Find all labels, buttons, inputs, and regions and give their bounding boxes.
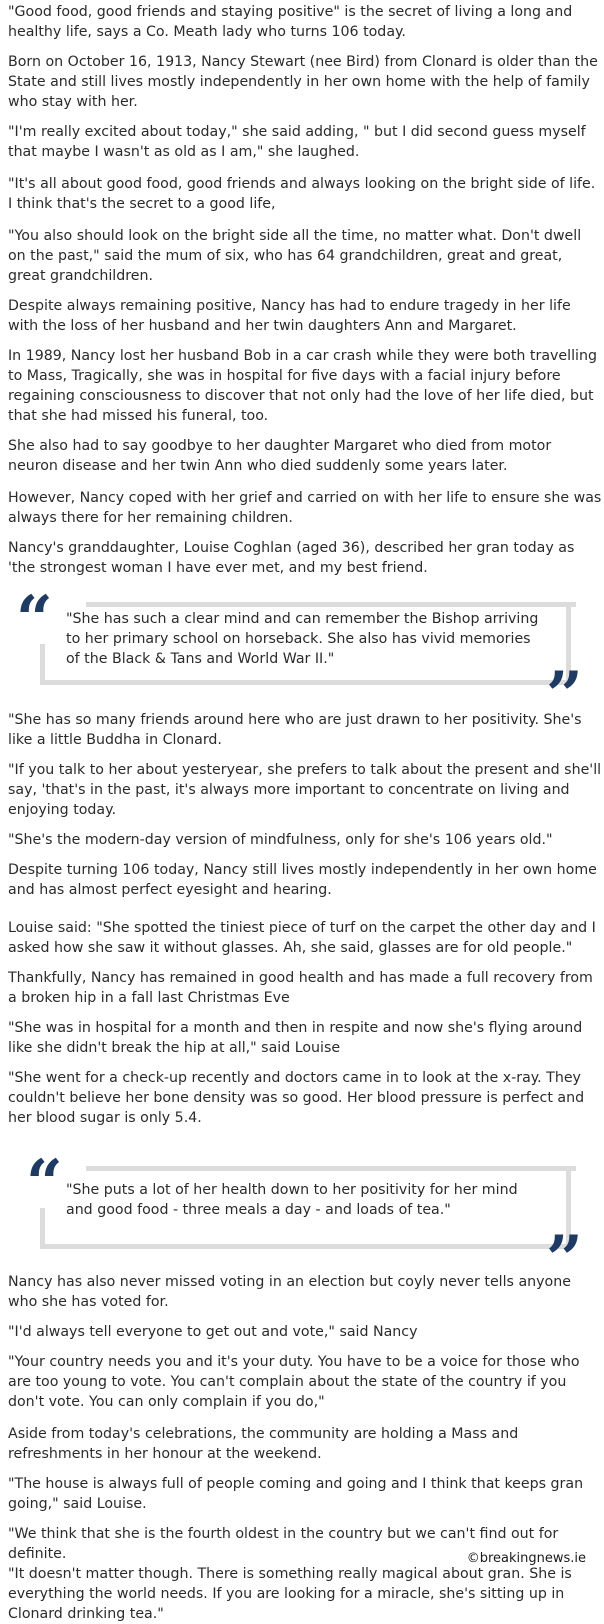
paragraph: "She went for a check-up recently and doctors came in to look at the x-ray. They couldn't believe her bone density was so good. Her blood pressure is perfect and her blood sugar is only 5.4. — [8, 1070, 585, 1126]
paragraph: Born on October 16, 1913, Nancy Stewart (nee Bird) from Clonard is older than the State and still lives mostly independently in her own home with the help of family who stay with her. — [8, 54, 598, 110]
paragraph: "Your country needs you and it's your duty. You have to be a voice for those who are too young to vote. You can't complain about the state of the country if you don't vote. You can only complain if you do," — [8, 1354, 580, 1410]
paragraph: Aside from today's celebrations, the community are holding a Mass and refreshments in her honour at the weekend. — [8, 1426, 519, 1462]
paragraph: Louise said: "She spotted the tiniest piece of turf on the carpet the other day and I asked how she saw it without glasses. Ah, she said, glasses are for old people." — [8, 920, 596, 956]
quote-text: "She has such a clear mind and can remember the Bishop arriving to her primary school on horseback. She also has vivid memories of the Black & Tans and World War II." — [66, 611, 539, 667]
paragraph: "She was in hospital for a month and then in respite and now she's flying around like she didn't break the hip at all," said Louise — [8, 1020, 583, 1056]
paragraph: Nancy's granddaughter, Louise Coghlan (aged 36), described her gran today as 'the strongest woman I have ever met, and my best friend. — [8, 540, 575, 576]
paragraph: "I'd always tell everyone to get out and vote," said Nancy — [8, 1324, 418, 1340]
paragraph: "It's all about good food, good friends and always looking on the bright side of life. I think that's the secret to a good life, — [8, 176, 596, 212]
open-quote-icon: “ — [16, 582, 53, 657]
paragraph: She also had to say goodbye to her daughter Margaret who died from motor neuron disease and her twin Ann who died suddenly some years later. — [8, 438, 552, 474]
paragraph: However, Nancy coped with her grief and carried on with her life to ensure she was always there for her remaining children. — [8, 490, 602, 526]
source-credit: ©breakingnews.ie — [466, 1551, 586, 1566]
quote-text: "She puts a lot of her health down to her positivity for her mind and good food - three meals a day - and loads of tea." — [66, 1182, 518, 1218]
paragraph: Thankfully, Nancy has remained in good health and has made a full recovery from a broken hip in a fall last Christmas Eve — [8, 970, 593, 1006]
paragraph: "Good food, good friends and staying positive" is the secret of living a long and healthy life, says a Co. Meath lady who turns 106 today. — [8, 4, 573, 40]
paragraph: Despite always remaining positive, Nancy has had to endure tragedy in her life with the loss of her husband and her twin daughters Ann and Margaret. — [8, 298, 571, 334]
open-quote-icon: “ — [26, 1146, 63, 1221]
paragraph: "She has so many friends around here who are just drawn to her positivity. She's like a little Buddha in Clonard. — [8, 712, 582, 748]
paragraph: "We think that she is the fourth oldest in the country but we can't find out for definite. — [8, 1526, 559, 1562]
article-body — [0, 2, 604, 1624]
paragraph: "It doesn't matter though. There is something really magical about gran. She is everything the world needs. If you are looking for a miracle, she's sitting up in Clonard drinking tea." — [8, 1566, 572, 1622]
paragraph: In 1989, Nancy lost her husband Bob in a car crash while they were both travelling to Mass, Tragically, she was in hospital for five days with a facial injury before regaining consciousness to discover that not only had the love of her life died, but that she had missed his funeral, too. — [8, 348, 597, 424]
paragraph: Nancy has also never missed voting in an election but coyly never tells anyone who she has voted for. — [8, 1274, 571, 1310]
paragraph: "The house is always full of people coming and going and I think that keeps gran going," said Louise. — [8, 1476, 584, 1512]
close-quote-icon: ” — [546, 658, 583, 733]
paragraph: "If you talk to her about yesteryear, she prefers to talk about the present and she'll say, 'that's in the past, it's always more important to concentrate on living and enjoying today. — [8, 762, 602, 818]
paragraph: "You also should look on the bright side all the time, no matter what. Don't dwell on the past," said the mum of six, who has 64 grandchildren, great and great, great grandchildren. — [8, 228, 582, 284]
paragraph: "I'm really excited about today," she said adding, " but I did second guess myself that maybe I wasn't as old as I am," she laughed. — [8, 124, 586, 160]
paragraph: Despite turning 106 today, Nancy still lives mostly independently in her own home and has almost perfect eyesight and hearing. — [8, 862, 597, 898]
quote-border-bottom — [40, 680, 560, 685]
paragraph: "She's the modern-day version of mindfulness, only for she's 106 years old." — [8, 832, 553, 848]
quote-border-bottom — [40, 1244, 560, 1249]
close-quote-icon: ” — [546, 1222, 583, 1297]
